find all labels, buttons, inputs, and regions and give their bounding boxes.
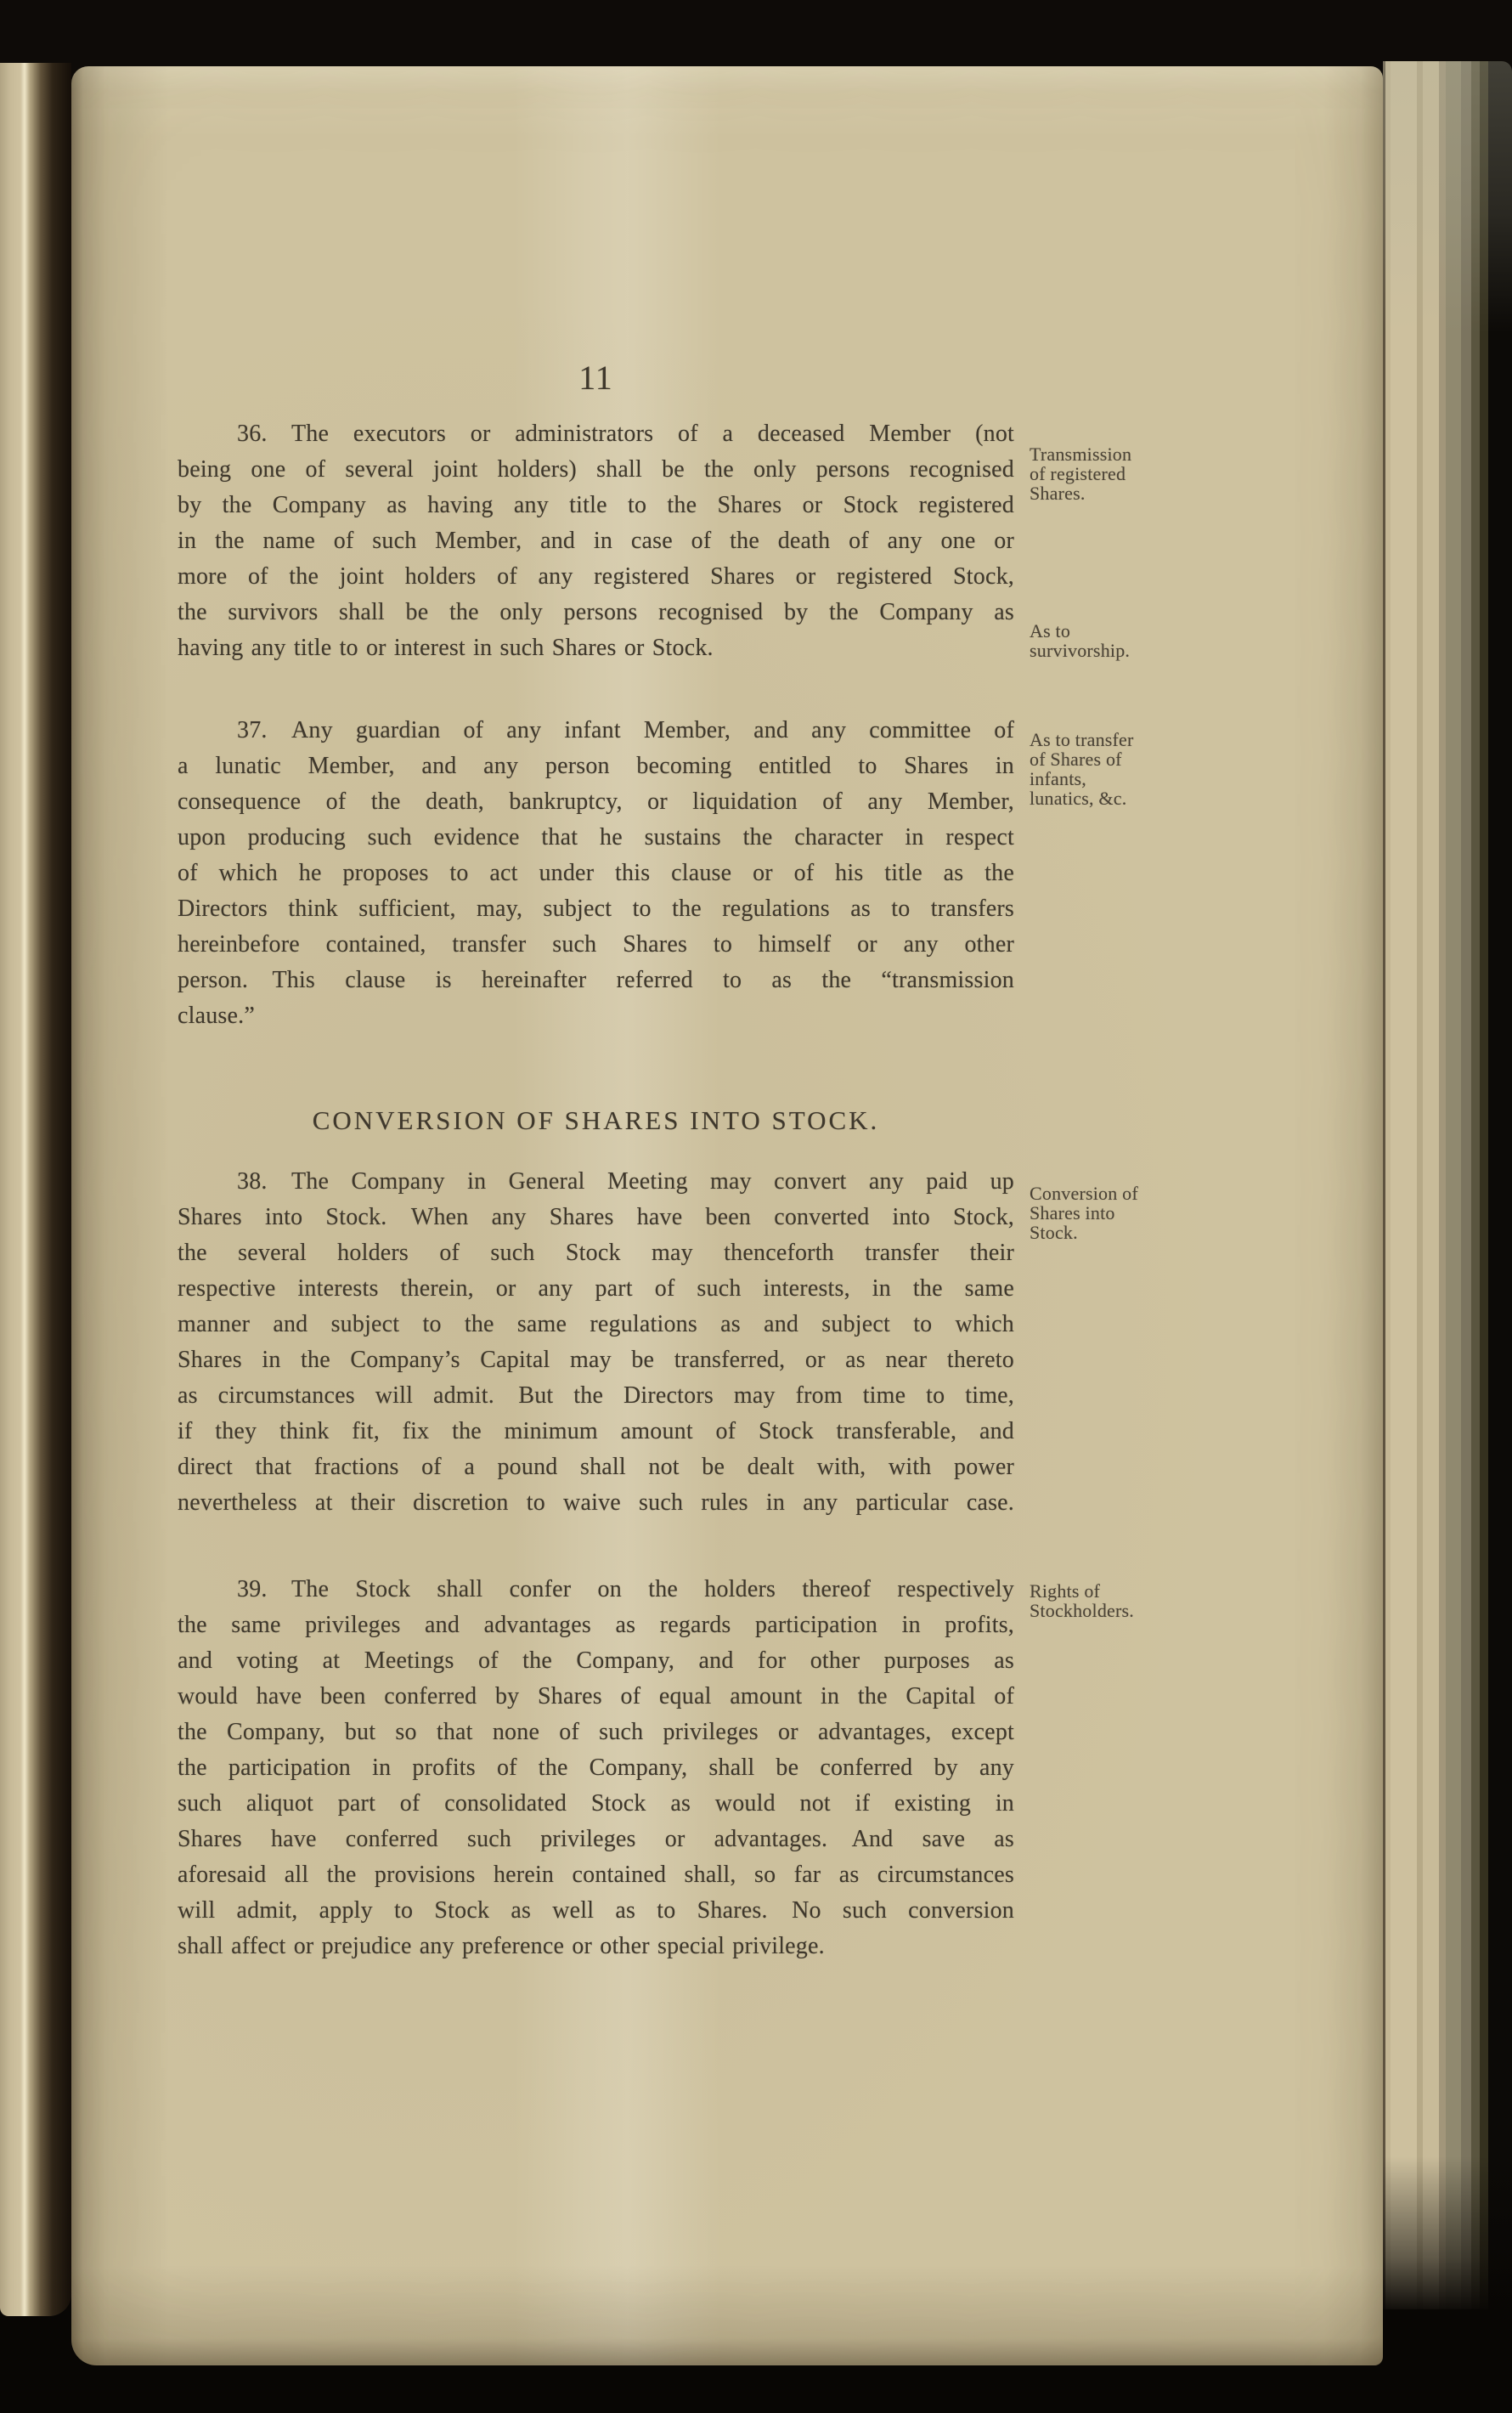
margin-note-transmission-of-registered-shares [1030,444,1189,503]
text-line: the same privileges and advantages as regards participation in profits, [178,1612,1014,1638]
text-line: Stock. [1030,1222,1078,1243]
section-38-paragraph [178,1164,1014,1521]
text-line: aforesaid all the provisions herein contained shall, so far as circumstances [178,1862,1014,1888]
text-line: having any title to or interest in such Shares or Stock. [178,635,714,661]
text-line: nevertheless at their discretion to waive such rules in any particular case. [178,1489,1014,1516]
text-line: and voting at Meetings of the Company, and for other purposes as [178,1647,1014,1674]
text-line: Shares into [1030,1202,1115,1223]
section-heading: CONVERSION OF SHARES INTO STOCK. [312,1105,880,1135]
text-line: infants, [1030,768,1086,789]
text-line: Shares. [1030,483,1086,504]
text-line: Shares into Stock. When any Shares have been converted into Stock, [178,1204,1014,1230]
margin-note-rights-of-stockholders [1030,1581,1189,1620]
text-line: of Shares of [1030,749,1122,770]
text-line: upon producing such evidence that he sustains the character in respect [178,824,1014,850]
text-line: Shares have conferred such privileges or advantages. And save as [178,1826,1014,1852]
text-line: hereinbefore contained, transfer such Shares to himself or any other [178,931,1014,958]
text-line: Rights of [1030,1580,1101,1602]
text-line: direct that fractions of a pound shall not be dealt with, with power [178,1454,1014,1480]
margin-note-as-to-survivorship [1030,621,1189,660]
text-line: respective interests therein, or any part of such interests, in the same [178,1275,1014,1302]
text-line: a lunatic Member, and any person becoming entitled to Shares in [178,753,1014,779]
text-line: being one of several joint holders) shall be the only persons recognised [178,456,1014,483]
text-line: As to transfer [1030,729,1134,750]
text-line: shall affect or prejudice any preference or other special privilege. [178,1933,825,1959]
text-line: such aliquot part of consolidated Stock as would not if existing in [178,1790,1014,1817]
margin-note-conversion-of-shares [1030,1184,1189,1242]
text-line: would have been conferred by Shares of equal amount in the Capital of [178,1683,1014,1709]
text-line: person. This clause is hereinafter referred to as the “transmission [178,967,1014,993]
text-line: the survivors shall be the only persons recognised by the Company as [178,599,1014,625]
text-line: survivorship. [1030,640,1131,661]
text-line: will admit, apply to Stock as well as to Shares. No such conversion [178,1897,1014,1924]
right-page-stack-edges [1383,61,1512,2309]
text-line: more of the joint holders of any registered Shares or registered Stock, [178,563,1014,590]
book-page [71,66,1383,2365]
section-36-paragraph [178,416,1014,666]
section-37-paragraph [178,713,1014,1034]
text-line: as circumstances will admit. But the Directors may from time to time, [178,1382,1014,1409]
text-line: 37. Any guardian of any infant Member, and any committee of [237,717,1014,743]
text-line: clause.” [178,1003,255,1029]
text-line: Transmission [1030,444,1132,465]
text-line: 36. The executors or administrators of a deceased Member (not [237,421,1014,447]
text-line: in the name of such Member, and in case of the death of any one or [178,528,1014,554]
text-line: Directors think sufficient, may, subject to the regulations as to transfers [178,896,1014,922]
text-line: Shares in the Company’s Capital may be transferred, or as near thereto [178,1347,1014,1373]
text-line: Stockholders. [1030,1600,1134,1621]
text-line: the participation in profits of the Company, shall be conferred by any [178,1755,1014,1781]
text-line: consequence of the death, bankruptcy, or liquidation of any Member, [178,788,1014,815]
section-39-paragraph [178,1572,1014,1964]
text-line: As to [1030,620,1071,641]
text-line: lunatics, &c. [1030,788,1127,809]
text-line: by the Company as having any title to the Shares or Stock registered [178,492,1014,518]
text-line: the several holders of such Stock may thenceforth transfer their [178,1240,1014,1266]
text-line: Conversion of [1030,1183,1138,1204]
text-line: 39. The Stock shall confer on the holders thereof respectively [237,1576,1014,1602]
text-line: of registered [1030,463,1126,484]
text-line: manner and subject to the same regulations as and subject to which [178,1311,1014,1337]
margin-note-transfer-infants-lunatics [1030,730,1189,808]
text-line: of which he proposes to act under this clause or of his title as the [178,860,1014,886]
page-number: 11 [578,359,613,397]
text-line: if they think fit, fix the minimum amount of Stock transferable, and [178,1418,1014,1444]
text-line: 38. The Company in General Meeting may convert any paid up [237,1168,1014,1195]
left-facing-page-edge [0,63,71,2316]
text-line: the Company, but so that none of such privileges or advantages, except [178,1719,1014,1745]
